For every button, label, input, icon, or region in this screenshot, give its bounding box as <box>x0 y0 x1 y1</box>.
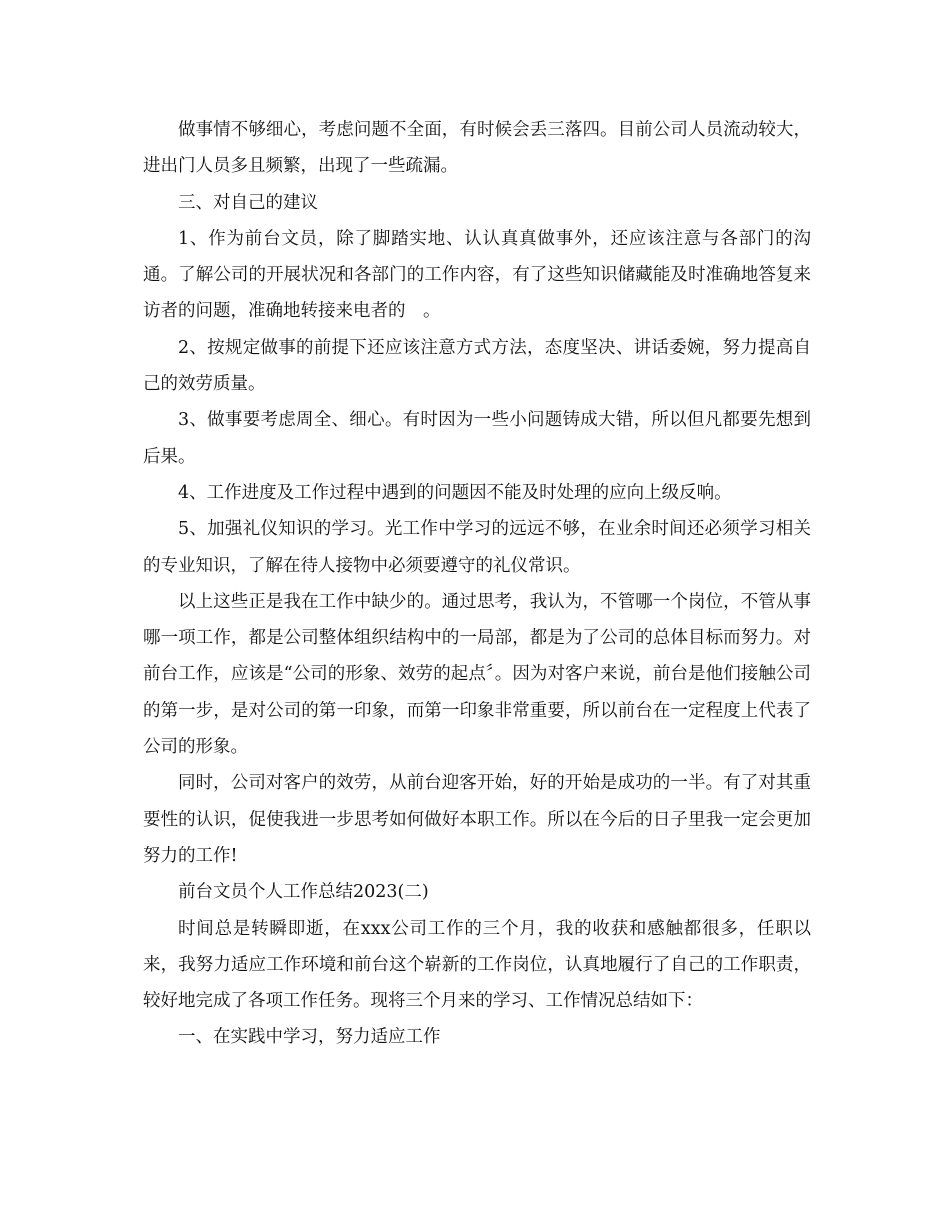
paragraph-introduction: 时间总是转瞬即逝，在xxx公司工作的三个月，我的收获和感触都很多，任职以来，我努力适应工作环境和前台这个崭新的工作岗位，认真地履行了自己的工作职责，较好地完成了各项工作任务。现将三个月来的学习、工作情况总结如下： <box>143 918 811 1012</box>
paragraph-suggestion-4: 4、工作进度及工作过程中遇到的问题因不能及时处理的应向上级反响。 <box>178 482 732 503</box>
paragraph-suggestion-5: 5、加强礼仪知识的学习。光工作中学习的远远不够，在业余时间还必须学习相关的专业知识，了解在待人接物中必须要遵守的礼仪常识。 <box>143 519 811 576</box>
paragraph-reflection: 以上这些正是我在工作中缺少的。通过思考，我认为，不管哪一个岗位，不管从事哪一项工作，都是公司整体组织结构中的一局部，都是为了公司的总体目标而努力。对前台工作，应该是“公司的形象、效劳的起点〞。因为对客户来说，前台是他们接触公司的第一步，是对公司的第一印象，而第一印象非常重要，所以前台在一定程度上代表了公司的形象。 <box>143 591 811 758</box>
heading-learning-in-practice: 一、在实践中学习，努力适应工作 <box>178 1027 441 1048</box>
section-title-part-two: 前台文员个人工作总结2023(二) <box>178 882 429 903</box>
paragraph-suggestion-1: 1、作为前台文员，除了脚踏实地、认认真真做事外，还应该注意与各部门的沟通。了解公司的开展状况和各部门的工作内容，有了这些知识储藏能及时准确地答复来访者的问题，准确地转接来电者的 。 <box>143 228 811 322</box>
paragraph-carelessness: 做事情不够细心，考虑问题不全面，有时候会丢三落四。目前公司人员流动较大，进出门人员多且频繁，出现了一些疏漏。 <box>143 120 811 177</box>
paragraph-suggestion-2: 2、按规定做事的前提下还应该注意方式方法，态度坚决、讲话委婉，努力提高自己的效劳质量。 <box>143 337 811 395</box>
document-page <box>143 112 811 1056</box>
heading-self-suggestions: 三、对自己的建议 <box>178 192 318 213</box>
paragraph-conclusion: 同时，公司对客户的效劳，从前台迎客开始，好的开始是成功的一半。有了对其重要性的认识，促使我进一步思考如何做好本职工作。所以在今后的日子里我一定会更加努力的工作! <box>143 773 811 866</box>
paragraph-suggestion-3: 3、做事要考虑周全、细心。有时因为一些小问题铸成大错，所以但凡都要先想到后果。 <box>143 410 811 467</box>
